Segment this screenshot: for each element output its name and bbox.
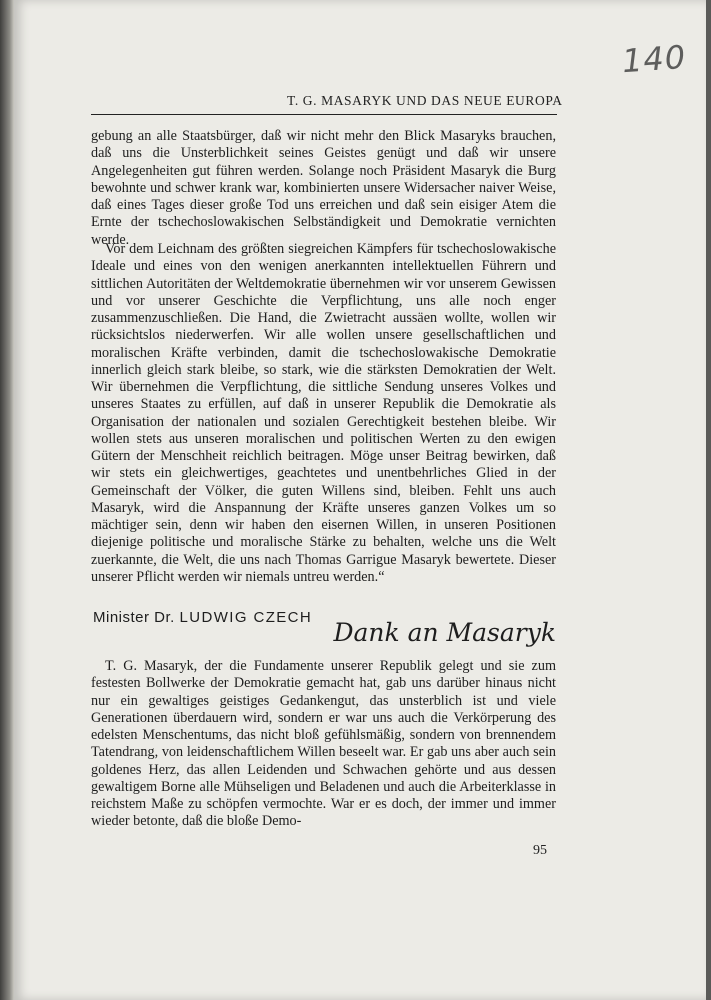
article-1-continuation [91,128,556,249]
author-prefix: Minister Dr. [93,609,175,626]
handwritten-page-note: 140 [620,37,688,81]
header-rule [91,114,557,115]
running-header: T. G. MASARYK UND DAS NEUE EUROPA [287,93,563,108]
paragraph: Vor dem Leichnam des größten siegreichen Kämpfers für tschechoslowakische Ideale und eines von den wenigen anerkannten intellektuellen Führern und sittlichen Autoritäten der Weltdemokratie übernehmen wir vor unserem Gewissen und vor unserer Geschichte die Verpflichtung, uns alle noch enger zusammenzuschließen. Die Hand, die Zwietracht aussäen wollte, wollen wir rücksichtslos niederwerfen. Wir alle wollen unsere gesellschaftlichen und moralischen Kräfte verbinden, damit die tschechoslowakische Demokratie innerlich gleich stark bleibe, so stark, wie die stärksten Demokratien der Welt. Wir übernehmen die Verpflichtung, die sittliche Sendung unseres Volkes und unseres Staates zu erfüllen, auf daß in unserer Republik die Demokratie als Organisation der nationalen und sozialen Gerechtigkeit bestehen bleibe. Wir wollen stets aus unseren moralischen und politischen Werten zu den ewigen Gütern der Menschheit reichlich beitragen. Möge unser Beitrag bewirken, daß wir stets ein gleichwertiges, geachtetes und unentbehrliches Glied in der Gemeinschaft der Völker, die guten Willens sind, bleiben. Fehlt uns auch Masaryk, wird die Anspannung der Kräfte unseres ganzen Volkes um so mächtiger sein, denn wir haben den eisernen Willen, in unseren Positionen diejenige politische und moralische Stärke zu behalten, welche uns die Welt zuerkannte, die Welt, die uns nach Thomas Garrigue Masaryk bewertete. Dieser unserer Pflicht werden wir niemals untreu werden.“ [91,241,556,585]
page-number: 95 [533,843,547,858]
article-1-closing [91,241,556,586]
author-byline [93,609,312,626]
book-spine-shadow [0,0,14,1000]
paragraph: gebung an alle Staatsbürger, daß wir nicht mehr den Blick Masaryks brauchen, daß uns die Unsterblichkeit seines Geistes genügt und daß wir unsere Angelegenheiten gut führen werden. Solange noch Präsident Masaryk die Burg bewohnte und schwer krank war, kombinierten unsere Widersacher naiver Weise, daß eines Tages dieser große Tod uns erreichen und daß sein eisiger Atem die Ernte der tschechoslowakischen Selbständigkeit und Demokratie vernichten werde. [91,128,556,248]
article-title: Dank an Masaryk [333,618,556,647]
paragraph: T. G. Masaryk, der die Fundamente unserer Republik gelegt und sie zum festesten Bollwerke der Demokratie gemacht hat, gab uns darüber hinaus nicht nur ein gewaltiges geistiges Gedankengut, das unsterblich ist und viele Generationen überdauern wird, sondern er war uns auch die Verkörperung des edelsten Menschentums, das nicht bloß gefühlsmäßig, sondern von brennendem Tatendrang, von leidenschaftlichem Willen beseelt war. Er gab uns aber auch sein goldenes Herz, das allen Leidenden und Schwachen gehörte und aus dessen gewaltigem Borne alle Mühseligen und Beladenen und auch die Arbeiterklasse in reichstem Maße zu schöpfen vermochte. War er es doch, der immer und immer wieder betonte, daß die bloße Demo- [91,658,556,830]
article-2-body [91,658,556,831]
author-name: LUDWIG CZECH [179,609,313,626]
